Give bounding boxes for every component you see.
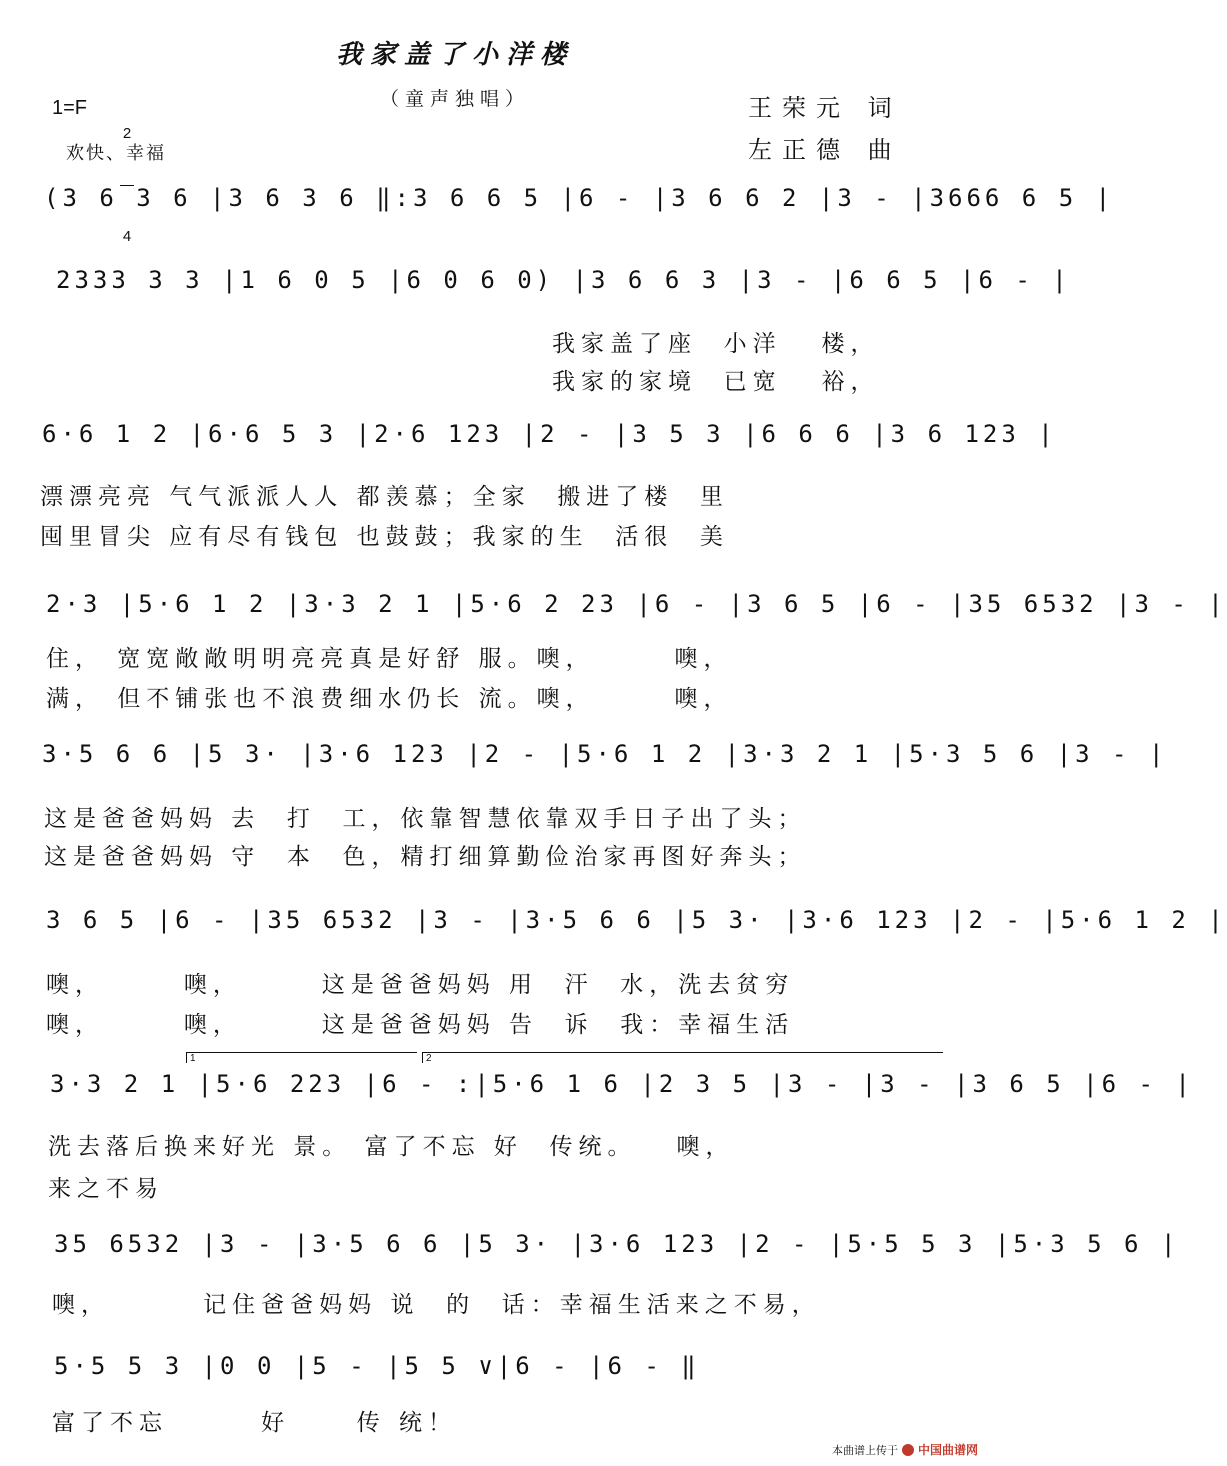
site-logo[interactable]: 中国曲谱网 [917, 1443, 978, 1457]
lyric-line: 囤里冒尖 应有尽有钱包 也鼓鼓；我家的生 活很 美 [40, 524, 729, 550]
lyric-line: 满， 但不铺张也不浪费细水仍长 流。噢， 噢， [46, 686, 733, 712]
lyric-line: 我家的家境 已宽 裕， [552, 369, 880, 395]
composer-credit: 左正德 曲 [748, 136, 902, 164]
lyric-line: 这是爸爸妈妈 守 本 色，精打细算勤俭治家再图好奔头； [44, 844, 807, 870]
volta-number: 1 [190, 1053, 196, 1064]
upload-footer [826, 1429, 978, 1458]
notation-line: 3·5 6 6 |5 3· |3·6 123 |2 - |5·6 1 2 |3·3 2 1 |5·3 5 6 |3 - | [42, 740, 1168, 768]
notation-line: 5·5 5 3 |0 0 |5 - |5 5 ∨|6 - |6 - ‖ [54, 1352, 700, 1380]
lyric-line: 洗去落后换来好光 景。 富了不忘 好 传统。 噢， [48, 1134, 735, 1160]
notation-line: 35 6532 |3 - |3·5 6 6 |5 3· |3·6 123 |2 - |5·5 5 3 |5·3 5 6 | [54, 1230, 1180, 1258]
lyric-line: 漂漂亮亮 气气派派人人 都羡慕；全家 搬进了楼 里 [40, 484, 729, 510]
notation-line: 3 6 5 |6 - |35 6532 |3 - |3·5 6 6 |5 3· |3·6 123 |2 - |5·6 1 2 | [46, 906, 1227, 934]
lyric-line: 来之不易 [48, 1176, 164, 1202]
lyric-line: 噢， 噢， 这是爸爸妈妈 用 汗 水，洗去贫穷 [46, 972, 795, 998]
lyric-line: 噢， 噢， 这是爸爸妈妈 告 诉 我：幸福生活 [46, 1012, 795, 1038]
lyric-line: 这是爸爸妈妈 去 打 工，依靠智慧依靠双手日子出了头； [44, 806, 807, 832]
lyricist-credit: 王荣元 词 [748, 94, 902, 122]
lyric-line: 我家盖了座 小洋 楼， [552, 331, 880, 357]
notation-line: 2333 3 3 |1 6 0 5 |6 0 6 0) |3 6 6 3 |3 - |6 6 5 |6 - | [56, 266, 1071, 294]
upload-text: 本曲谱上传于 [831, 1445, 898, 1457]
lyric-line: 住， 宽宽敞敞明明亮亮真是好舒 服。噢， 噢， [46, 646, 733, 672]
tempo-marking: 欢快、幸福 [66, 143, 166, 164]
notation-line: (3 6 3 6 |3 6 3 6 ‖:3 6 6 5 |6 - |3 6 6 2 |3 - |3666 6 5 | [44, 184, 1115, 212]
notation-line: 2·3 |5·6 1 2 |3·3 2 1 |5·6 2 23 |6 - |3 6 5 |6 - |35 6532 |3 - | [46, 590, 1227, 618]
meter-bottom: 4 [122, 228, 132, 245]
song-title: 我家盖了小洋楼 [335, 40, 574, 70]
song-subtitle: （童声独唱） [379, 88, 530, 110]
notation-line: 3·3 2 1 |5·6 223 |6 - :|5·6 1 6 |2 3 5 |3 - |3 - |3 6 5 |6 - | [50, 1070, 1194, 1098]
site-logo-icon [902, 1444, 914, 1456]
lyric-line: 富了不忘 好 传 统！ [52, 1410, 458, 1436]
volta-number: 2 [426, 1053, 432, 1064]
time-signature [120, 84, 134, 267]
lyric-line: 噢， 记住爸爸妈妈 说 的 话：幸福生活来之不易， [52, 1292, 821, 1318]
key-signature: 1=F [52, 97, 88, 119]
notation-line: 6·6 1 2 |6·6 5 3 |2·6 123 |2 - |3 5 3 |6 6 6 |3 6 123 | [42, 420, 1057, 448]
second-ending-bracket [422, 1052, 943, 1063]
meter-top: 2 [122, 125, 132, 142]
first-ending-bracket [186, 1052, 417, 1063]
